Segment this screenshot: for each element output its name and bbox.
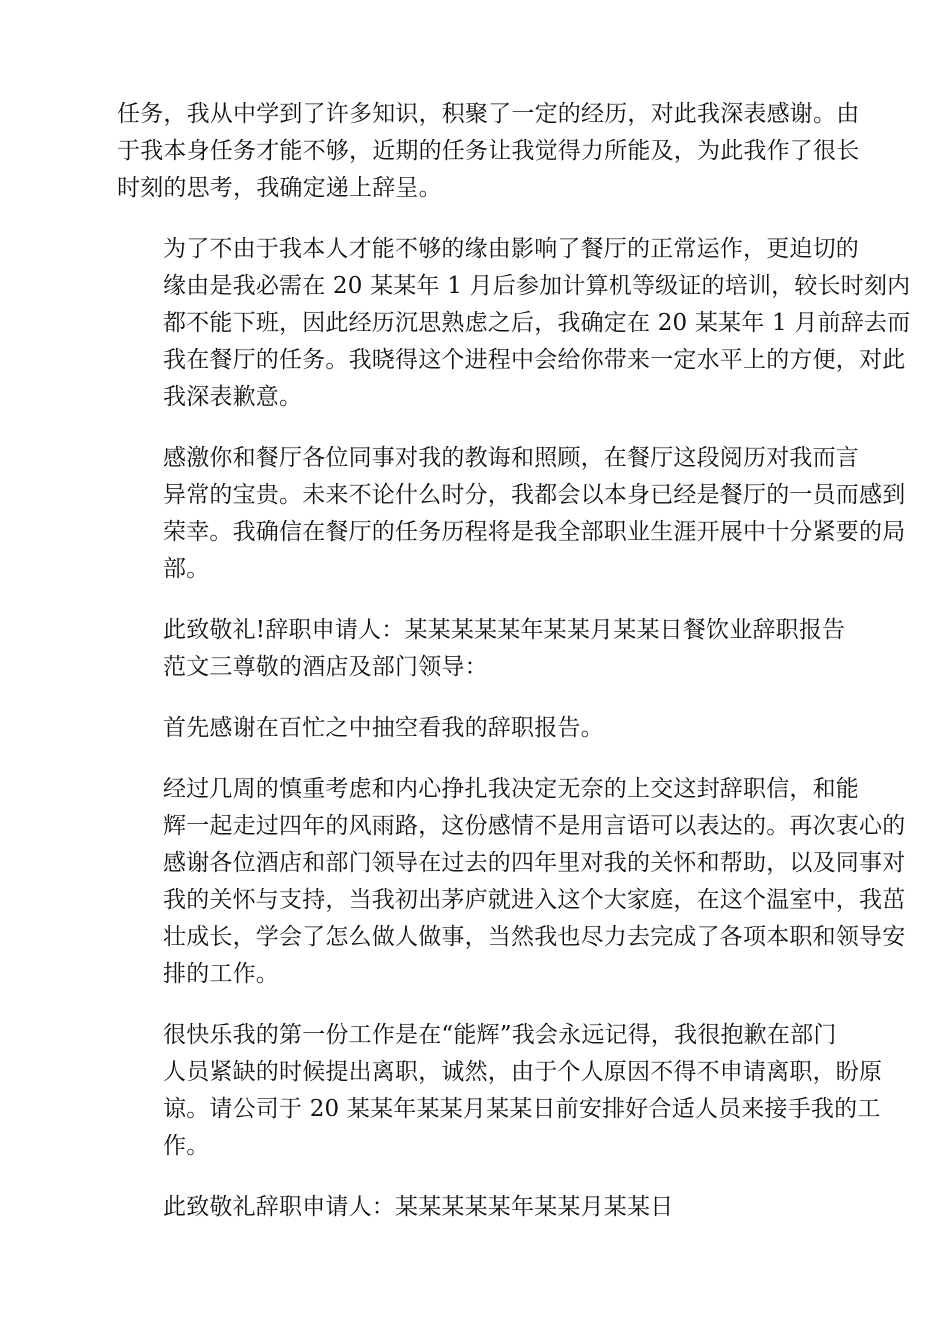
paragraph-line: 荣幸。我确信在餐厅的任务历程将是我全部职业生涯开展中十分紧要的局 — [163, 519, 906, 545]
paragraph-line: 我在餐厅的任务。我晓得这个进程中会给你带来一定水平上的方便，对此 — [163, 347, 906, 373]
paragraph-3 — [117, 440, 906, 588]
paragraph-line: 部。 — [163, 556, 210, 582]
paragraph-6 — [117, 771, 906, 993]
paragraph-4 — [117, 612, 846, 686]
paragraph-1 — [117, 96, 860, 207]
paragraph-line: 此致敬礼!辞职申请人：某某某某某年某某月某某日餐饮业辞职报告 — [163, 617, 846, 643]
paragraph-line: 辉一起走过四年的风雨路，这份感情不是用言语可以表达的。再次衷心的 — [163, 813, 906, 839]
document-body — [117, 96, 911, 1250]
paragraph-line: 经过几周的慎重考虑和内心挣扎我决定无奈的上交这封辞职信，和能 — [163, 776, 859, 802]
paragraph-line: 排的工作。 — [163, 961, 279, 987]
paragraph-7 — [117, 1017, 883, 1165]
paragraph-line: 范文三尊敬的酒店及部门领导： — [163, 654, 488, 680]
paragraph-line: 任务，我从中学到了许多知识，积聚了一定的经历，对此我深表感谢。由 — [117, 101, 860, 127]
paragraph-line: 都不能下班，因此经历沉思熟虑之后，我确定在 20 某某年 1 月前辞去而 — [163, 310, 911, 336]
paragraph-line: 异常的宝贵。未来不论什么时分，我都会以本身已经是餐厅的一员而感到 — [163, 482, 906, 508]
paragraph-line: 时刻的思考，我确定递上辞呈。 — [117, 175, 442, 201]
paragraph-line: 为了不由于我本人才能不够的缘由影响了餐厅的正常运作，更迫切的 — [163, 236, 859, 262]
paragraph-line: 人员紧缺的时候提出离职，诚然，由于个人原因不得不申请离职，盼原 — [163, 1059, 883, 1085]
paragraph-5 — [117, 710, 837, 747]
paragraph-8 — [117, 1189, 837, 1226]
paragraph-line: 于我本身任务才能不够，近期的任务让我觉得力所能及，为此我作了很长 — [117, 138, 860, 164]
paragraph-line: 壮成长，学会了怎么做人做事，当然我也尽力去完成了各项本职和领导安 — [163, 924, 906, 950]
paragraph-line: 我的关怀与支持，当我初出茅庐就进入这个大家庭，在这个温室中，我茁 — [163, 887, 906, 913]
paragraph-line: 很快乐我的第一份工作是在“能辉”我会永远记得，我很抱歉在部门 — [163, 1022, 837, 1048]
paragraph-line: 感谢各位酒店和部门领导在过去的四年里对我的关怀和帮助，以及同事对 — [163, 850, 906, 876]
paragraph-line: 作。 — [163, 1133, 210, 1159]
paragraph-line: 谅。请公司于 20 某某年某某月某某日前安排好合适人员来接手我的工 — [163, 1096, 881, 1122]
paragraph-2 — [117, 231, 911, 416]
paragraph-line: 感激你和餐厅各位同事对我的教诲和照顾，在餐厅这段阅历对我而言 — [163, 445, 859, 471]
paragraph-line: 我深表歉意。 — [163, 384, 303, 410]
paragraph-line: 缘由是我必需在 20 某某年 1 月后参加计算机等级证的培训，较长时刻内 — [163, 273, 911, 299]
paragraph-line: 首先感谢在百忙之中抽空看我的辞职报告。 — [163, 715, 604, 741]
paragraph-line: 此致敬礼辞职申请人：某某某某某年某某月某某日 — [163, 1194, 674, 1220]
